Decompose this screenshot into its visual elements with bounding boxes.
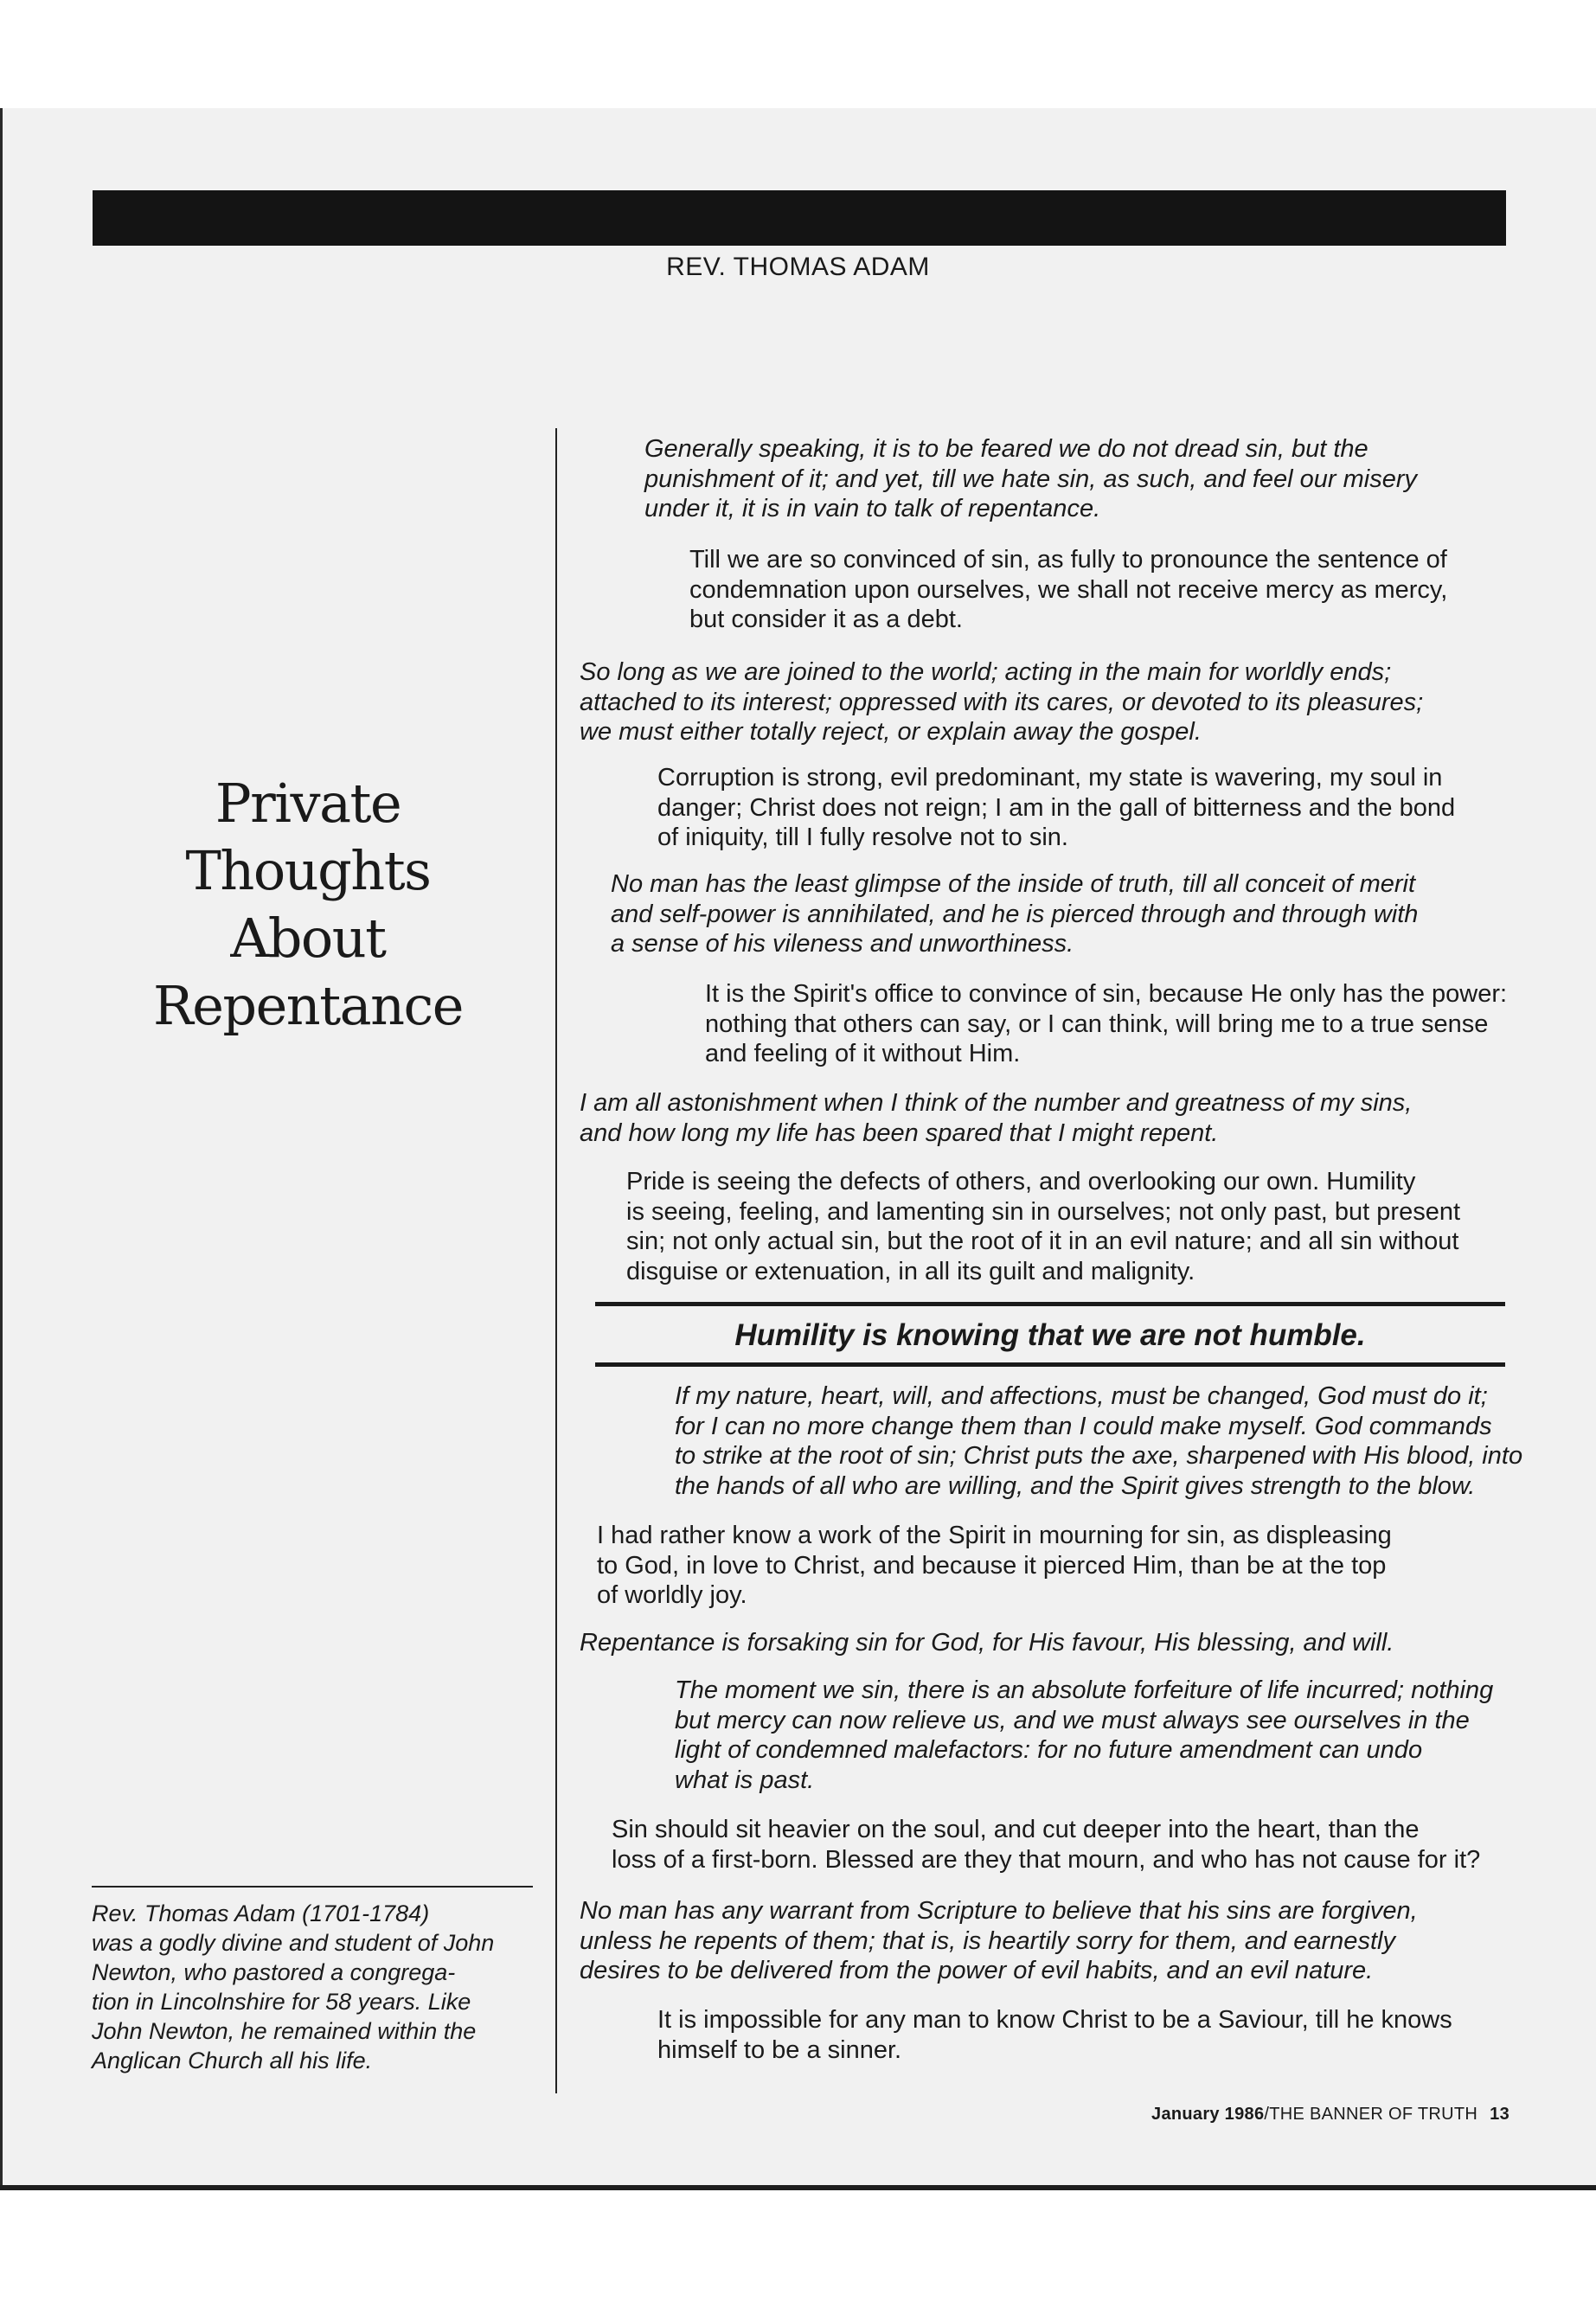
paragraph-line: nothing that others can say, or I can think, will bring me to a true sense (705, 1009, 1489, 1038)
paragraph (626, 1167, 1460, 1286)
paragraph (644, 434, 1417, 524)
header-band (93, 190, 1506, 246)
paragraph-line: desires to be delivered from the power of evil habits, and an evil nature. (580, 1957, 1374, 1984)
title-line: Private Thoughts (185, 772, 431, 902)
column-divider (555, 428, 557, 2093)
paragraph-line: So long as we are joined to the world; acting in the main for worldly ends; (580, 658, 1392, 686)
paragraph-line: condemnation upon ourselves, we shall not receive mercy as mercy, (689, 575, 1448, 604)
paragraph-line: is seeing, feeling, and lamenting sin in ourselves; not only past, but present (626, 1197, 1461, 1226)
paragraph-line: himself to be a sinner. (657, 2035, 902, 2064)
paragraph (580, 1896, 1418, 1986)
pull-quote: Humility is knowing that we are not humble. (734, 1318, 1366, 1352)
page-left-edge (0, 108, 3, 2189)
pull-quote-rule-top (595, 1302, 1505, 1306)
paragraph-line: under it, it is in vain to talk of repentance. (644, 495, 1101, 522)
title-line: About (230, 907, 386, 970)
paragraph (675, 1676, 1493, 1795)
paragraph-line: Generally speaking, it is to be feared we do not dread sin, but the (644, 435, 1368, 463)
paragraph (675, 1381, 1522, 1501)
paragraph-line: the hands of all who are willing, and the Spirit gives strength to the blow. (675, 1471, 1476, 1500)
footer-date: January 1986 (1151, 2105, 1265, 2124)
paragraph-line: and self-power is annihilated, and he is pierced through and through with (611, 900, 1419, 928)
bio-line: was a godly divine and student of John (92, 1930, 495, 1956)
paragraph-line: unless he repents of them; that is, is heartily sorry for them, and earnestly (580, 1926, 1395, 1955)
paragraph (597, 1521, 1392, 1611)
paragraph-line: Repentance is forsaking sin for God, for His favour, His blessing, and will. (580, 1629, 1394, 1657)
article-title (92, 770, 524, 1040)
paragraph-line: Till we are so convinced of sin, as fully to pronounce the sentence of (689, 546, 1447, 574)
paragraph-line: loss of a first-born. Blessed are they that mourn, and who has not cause for it? (612, 1845, 1481, 1874)
paragraph-line: The moment we sin, there is an absolute forfeiture of life incurred; nothing (675, 1676, 1494, 1704)
paragraph (580, 657, 1423, 747)
paragraph (611, 869, 1418, 959)
paragraph-line: Corruption is strong, evil predominant, my state is wavering, my soul in (657, 764, 1443, 792)
paragraph-line: attached to its interest; oppressed with its cares, or devoted to its pleasures; (580, 688, 1424, 716)
page-bottom-rule (0, 2185, 1596, 2190)
paragraph-line: Pride is seeing the defects of others, and overlooking our own. Humility (626, 1168, 1416, 1195)
paragraph (612, 1815, 1480, 1875)
page-footer (1151, 2105, 1509, 2125)
paragraph-line: light of condemned malefactors: for no future amendment can undo (675, 1736, 1423, 1764)
paragraph-line: and feeling of it without Him. (705, 1040, 1021, 1067)
bio-line: Newton, who pastored a congrega- (92, 1959, 456, 1985)
paragraph-line: No man has the least glimpse of the inside of truth, till all conceit of merit (611, 870, 1416, 898)
paragraph-line: we must either totally reject, or explain away the gospel. (580, 718, 1202, 746)
paragraph (705, 979, 1507, 1069)
paragraph (657, 2005, 1452, 2065)
footer-separator: / (1264, 2105, 1270, 2124)
paragraph (689, 545, 1447, 635)
paragraph-line: Sin should sit heavier on the soul, and cut deeper into the heart, than the (612, 1816, 1420, 1843)
paragraph-line: and how long my life has been spared that I might repent. (580, 1118, 1219, 1147)
paragraph (657, 763, 1455, 853)
paragraph-line: disguise or extenuation, in all its guilt and malignity. (626, 1257, 1195, 1285)
paragraph-line: I am all astonishment when I think of the number and greatness of my sins, (580, 1089, 1413, 1117)
paragraph-line: It is the Spirit's office to convince of sin, because He only has the power: (705, 980, 1508, 1008)
bio-line: Anglican Church all his life. (92, 2048, 373, 2073)
paragraph-line: a sense of his vileness and unworthiness. (611, 930, 1074, 958)
paragraph-line: what is past. (675, 1766, 815, 1794)
paragraph-line: It is impossible for any man to know Christ to be a Saviour, till he knows (657, 2006, 1452, 2034)
paragraph-line: of worldly joy. (597, 1581, 747, 1609)
paragraph-line: but consider it as a debt. (689, 606, 963, 633)
paragraph-line: to God, in love to Christ, and because it pierced Him, than be at the top (597, 1551, 1387, 1580)
page-number: 13 (1490, 2105, 1509, 2124)
paragraph-line: punishment of it; and yet, till we hate sin, as such, and feel our misery (644, 465, 1418, 493)
author-bio (92, 1899, 542, 2075)
paragraph-line: but mercy can now relieve us, and we must always see ourselves in the (675, 1706, 1470, 1734)
paragraph-line: of iniquity, till I fully resolve not to sin. (657, 824, 1068, 851)
paragraph (580, 1088, 1412, 1148)
paragraph-line: If my nature, heart, will, and affections, must be changed, God must do it; (675, 1382, 1488, 1410)
paragraph-line: for I can no more change them than I could make myself. God commands (675, 1412, 1492, 1440)
paragraph-line: sin; not only actual sin, but the root of it in an evil nature; and all sin without (626, 1227, 1459, 1255)
bio-line: Rev. Thomas Adam (1701-1784) (92, 1900, 430, 1926)
author-header: REV. THOMAS ADAM (666, 253, 930, 281)
bio-line: tion in Lincolnshire for 58 years. Like (92, 1989, 471, 2015)
pull-quote-rule-bottom (595, 1362, 1505, 1367)
paragraph (580, 1628, 1394, 1658)
paragraph-line: danger; Christ does not reign; I am in the gall of bitterness and the bond (657, 793, 1456, 822)
paragraph-line: I had rather know a work of the Spirit in mourning for sin, as displeasing (597, 1522, 1392, 1549)
footer-publication: THE BANNER OF TRUTH (1269, 2105, 1478, 2124)
bio-divider (92, 1886, 533, 1888)
paragraph-line: No man has any warrant from Scripture to believe that his sins are forgiven, (580, 1897, 1418, 1925)
page-sheet (0, 108, 1596, 2189)
bio-line: John Newton, he remained within the (92, 2018, 477, 2044)
paragraph-line: to strike at the root of sin; Christ puts the axe, sharpened with His blood, into (675, 1442, 1523, 1470)
title-line: Repentance (153, 974, 463, 1037)
